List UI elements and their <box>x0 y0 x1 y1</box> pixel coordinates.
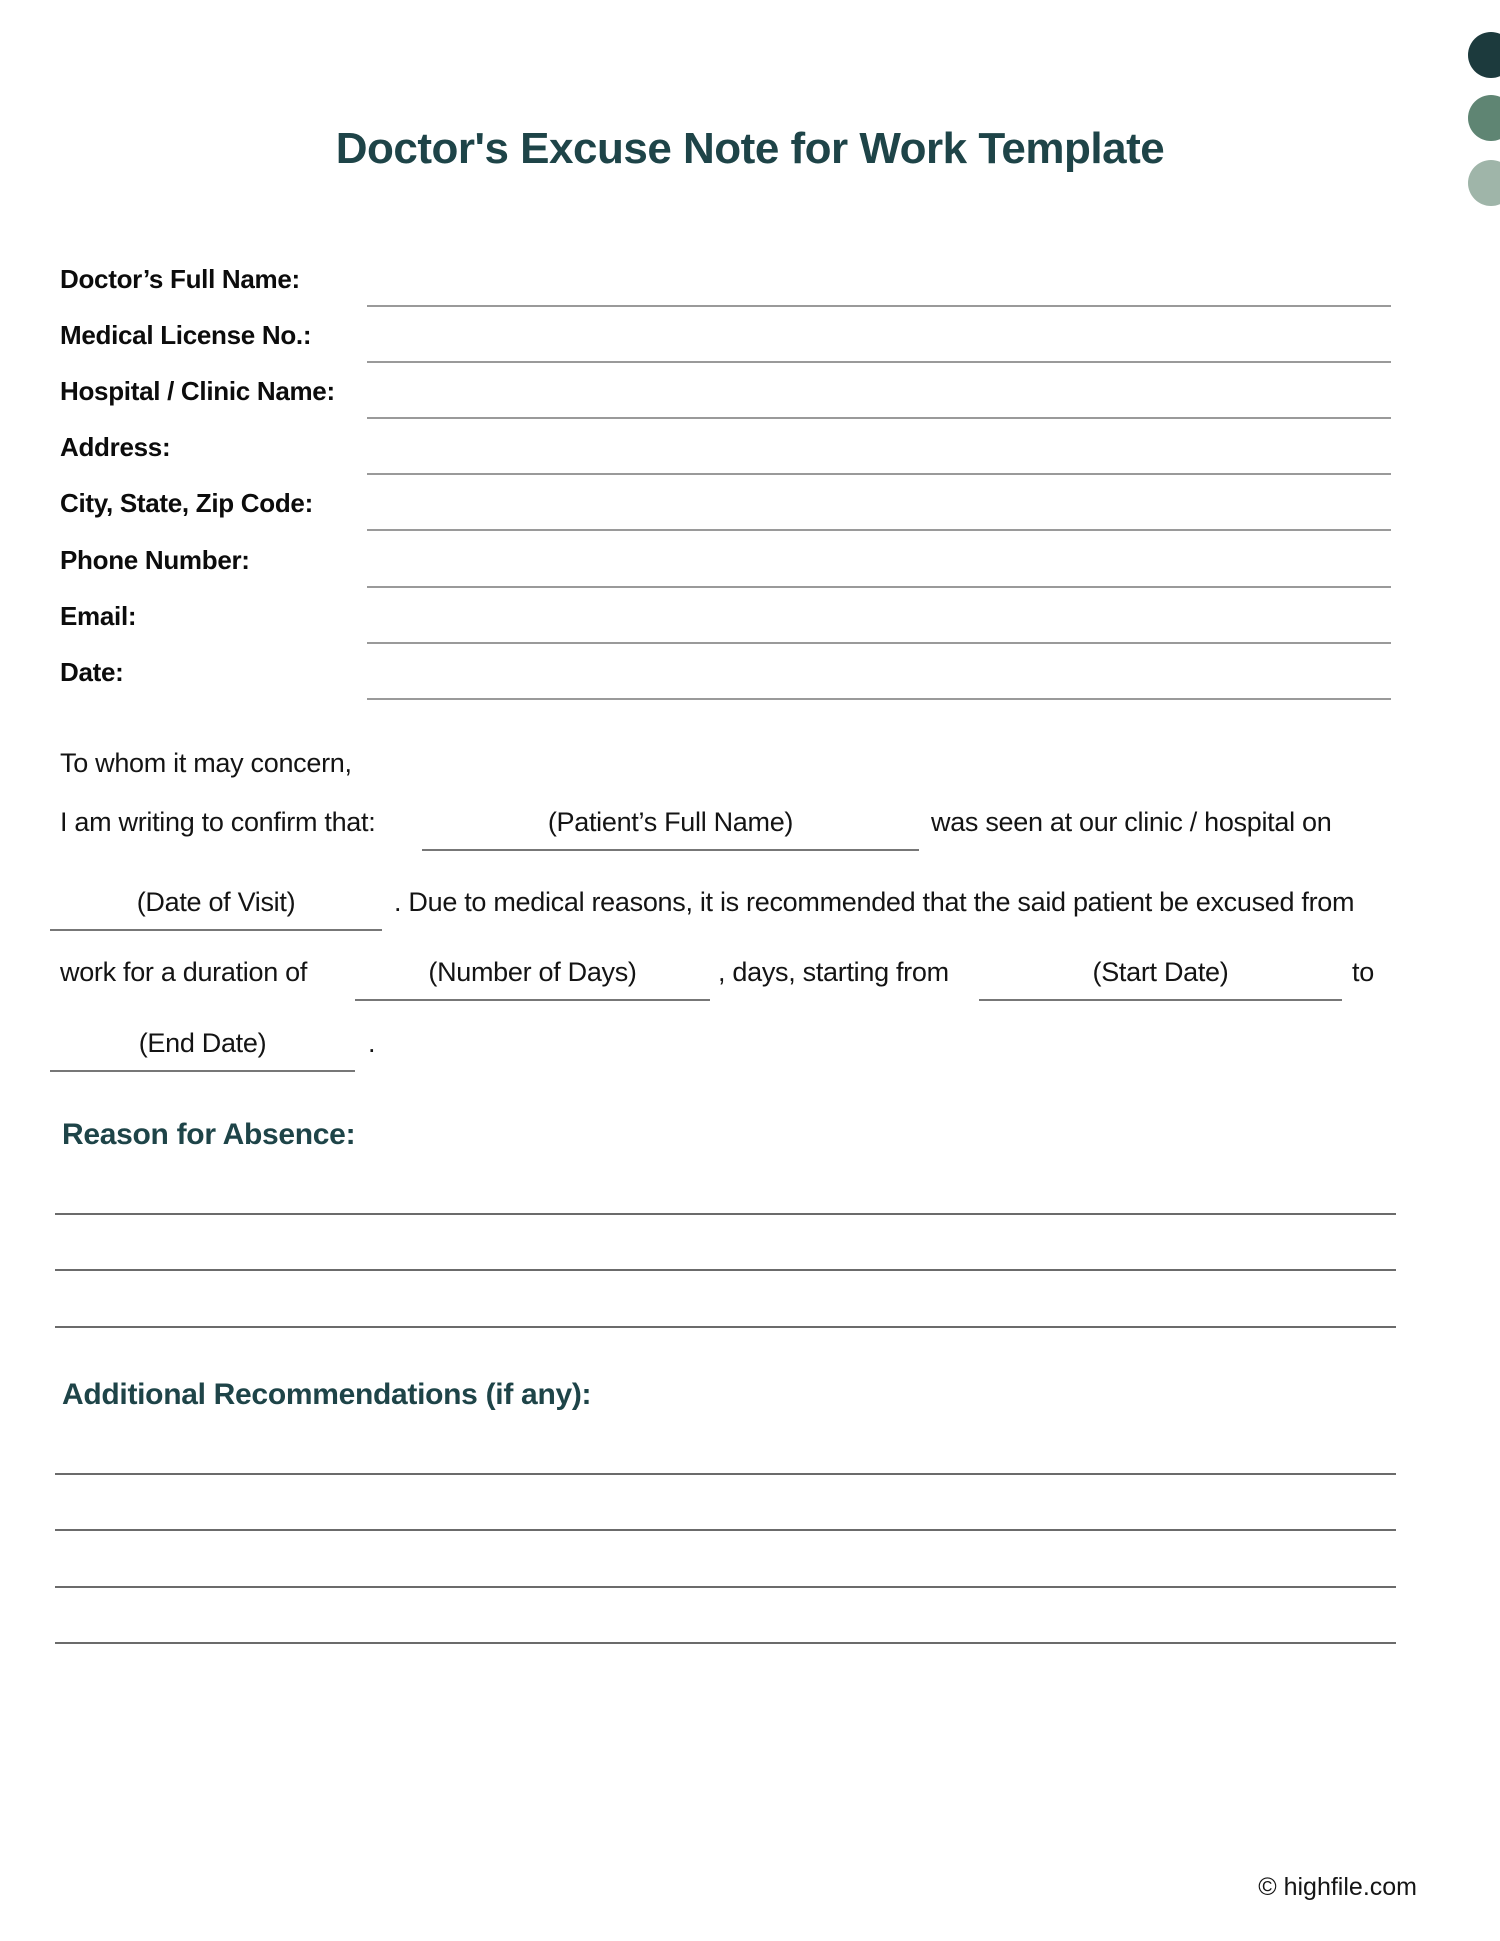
footer-credit: © highfile.com <box>1258 1873 1417 1901</box>
field-line-doctor-name <box>367 305 1391 307</box>
field-label-license-no: Medical License No.: <box>60 320 312 350</box>
field-label-address: Address: <box>60 432 171 462</box>
decor-circle-dark <box>1468 32 1500 78</box>
letter-line4-before: work for a duration of <box>60 957 308 987</box>
field-label-hospital-name: Hospital / Clinic Name: <box>60 376 335 406</box>
number-of-days-placeholder: (Number of Days) <box>428 957 637 987</box>
reason-writing-line-1 <box>55 1213 1396 1215</box>
start-date-placeholder: (Start Date) <box>1092 957 1229 987</box>
field-line-license-no <box>367 361 1391 363</box>
reason-writing-line-3 <box>55 1326 1396 1328</box>
blank-start-date <box>979 955 1342 1001</box>
patient-name-placeholder: (Patient’s Full Name) <box>547 807 794 837</box>
field-line-email <box>367 642 1391 644</box>
field-label-doctor-name: Doctor’s Full Name: <box>60 264 300 294</box>
recommendations-writing-line-4 <box>55 1642 1396 1644</box>
blank-end-date <box>50 1026 355 1072</box>
letter-salutation: To whom it may concern, <box>60 748 352 778</box>
letter-line4-mid: , days, starting from <box>718 957 949 987</box>
date-of-visit-placeholder: (Date of Visit) <box>136 887 296 917</box>
field-label-date: Date: <box>60 657 124 687</box>
end-date-placeholder: (End Date) <box>138 1028 267 1058</box>
letter-line4-after: to <box>1352 957 1374 987</box>
field-line-phone <box>367 586 1391 588</box>
recommendations-writing-line-3 <box>55 1586 1396 1588</box>
blank-patient-name <box>422 805 919 851</box>
recommendations-writing-line-2 <box>55 1529 1396 1531</box>
field-line-city-state-zip <box>367 529 1391 531</box>
field-label-email: Email: <box>60 601 137 631</box>
section-heading-recommendations: Additional Recommendations (if any): <box>62 1378 592 1411</box>
letter-line3-after: . Due to medical reasons, it is recommended that the said patient be excused from <box>394 887 1355 917</box>
reason-writing-line-2 <box>55 1269 1396 1271</box>
field-line-hospital-name <box>367 417 1391 419</box>
recommendations-writing-line-1 <box>55 1473 1396 1475</box>
page-title: Doctor's Excuse Note for Work Template <box>335 124 1165 173</box>
section-heading-reason: Reason for Absence: <box>62 1118 356 1151</box>
field-line-date <box>367 698 1391 700</box>
blank-date-of-visit <box>50 885 382 931</box>
blank-number-of-days <box>355 955 710 1001</box>
letter-line2-after: was seen at our clinic / hospital on <box>931 807 1332 837</box>
field-line-address <box>367 473 1391 475</box>
field-label-phone: Phone Number: <box>60 545 250 575</box>
letter-line5-after: . <box>368 1028 376 1058</box>
letter-line2-before: I am writing to confirm that: <box>60 807 376 837</box>
field-label-city-state-zip: City, State, Zip Code: <box>60 488 313 518</box>
